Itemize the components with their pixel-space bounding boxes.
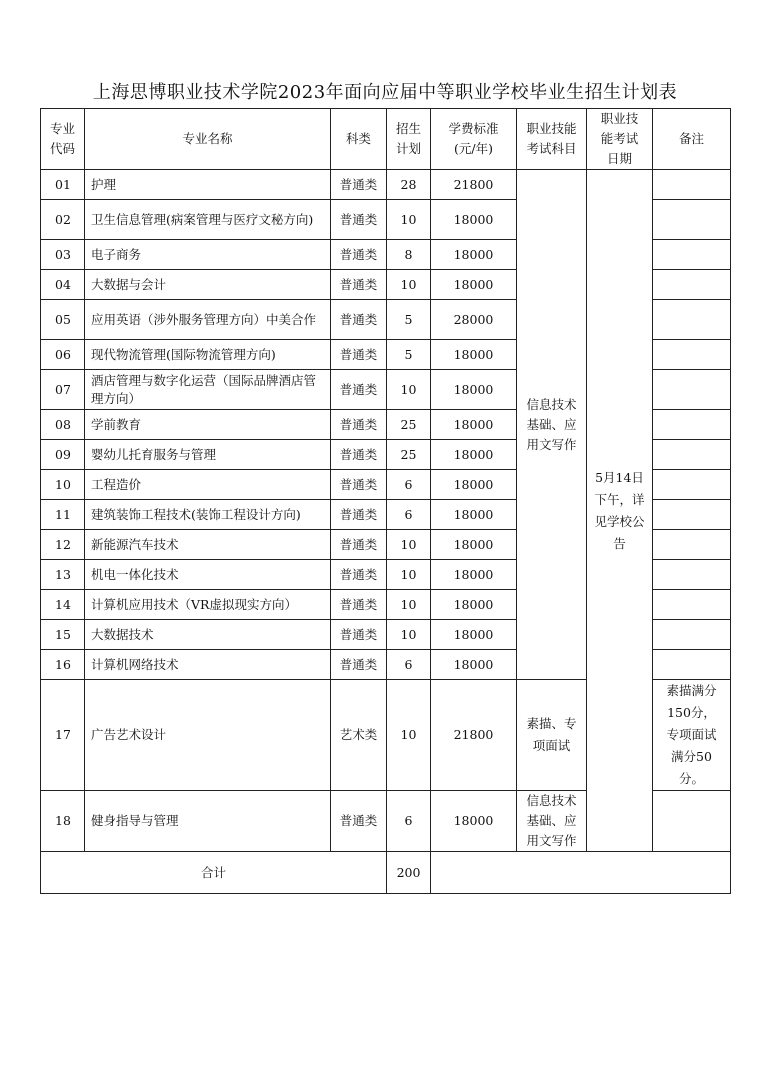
- row-quota: 10: [387, 200, 431, 240]
- row-quota: 10: [387, 270, 431, 300]
- row-category: 普通类: [331, 370, 387, 410]
- row-quota: 28: [387, 170, 431, 200]
- row-tuition: 18000: [431, 270, 517, 300]
- row-tuition: 18000: [431, 590, 517, 620]
- row-code: 12: [41, 530, 85, 560]
- row-name: 计算机应用技术（VR虚拟现实方向）: [85, 590, 331, 620]
- row-remark: [653, 300, 731, 340]
- row-category: 普通类: [331, 440, 387, 470]
- row-code: 05: [41, 300, 85, 340]
- row-category: 艺术类: [331, 680, 387, 791]
- row-tuition: 18000: [431, 240, 517, 270]
- row-code: 18: [41, 791, 85, 852]
- row-category: 普通类: [331, 340, 387, 370]
- row-code: 03: [41, 240, 85, 270]
- exam-subject-art: 素描、专项面试: [517, 680, 587, 791]
- row-tuition: 18000: [431, 470, 517, 500]
- row-tuition: 18000: [431, 410, 517, 440]
- row-remark: [653, 560, 731, 590]
- row-tuition: 21800: [431, 680, 517, 791]
- row-quota: 10: [387, 560, 431, 590]
- row-tuition: 28000: [431, 300, 517, 340]
- row-remark: [653, 200, 731, 240]
- row-tuition: 18000: [431, 650, 517, 680]
- row-tuition: 18000: [431, 791, 517, 852]
- row-remark-art: 素描满分150分，专项面试满分50分。: [653, 680, 731, 791]
- row-name: 大数据技术: [85, 620, 331, 650]
- row-remark: [653, 590, 731, 620]
- row-remark: [653, 530, 731, 560]
- row-remark: [653, 791, 731, 852]
- row-name: 电子商务: [85, 240, 331, 270]
- header-name: 专业名称: [85, 109, 331, 170]
- row-code: 04: [41, 270, 85, 300]
- row-category: 普通类: [331, 560, 387, 590]
- row-name: 新能源汽车技术: [85, 530, 331, 560]
- total-quota: 200: [387, 852, 431, 894]
- header-code: 专业代码: [41, 109, 85, 170]
- row-quota: 5: [387, 340, 431, 370]
- row-category: 普通类: [331, 590, 387, 620]
- row-name: 广告艺术设计: [85, 680, 331, 791]
- row-remark: [653, 470, 731, 500]
- row-tuition: 18000: [431, 620, 517, 650]
- row-tuition: 18000: [431, 340, 517, 370]
- row-quota: 6: [387, 470, 431, 500]
- header-exam-subject: 职业技能考试科目: [517, 109, 587, 170]
- row-name: 建筑装饰工程技术(装饰工程设计方向): [85, 500, 331, 530]
- row-remark: [653, 240, 731, 270]
- row-remark: [653, 370, 731, 410]
- row-code: 02: [41, 200, 85, 240]
- row-code: 11: [41, 500, 85, 530]
- row-quota: 6: [387, 791, 431, 852]
- exam-date: 5月14日下午，详见学校公告: [587, 170, 653, 852]
- document-title: 上海思博职业技术学院2023年面向应届中等职业学校毕业生招生计划表: [92, 82, 678, 103]
- row-name: 健身指导与管理: [85, 791, 331, 852]
- row-code: 13: [41, 560, 85, 590]
- row-remark: [653, 270, 731, 300]
- row-name: 婴幼儿托育服务与管理: [85, 440, 331, 470]
- row-category: 普通类: [331, 410, 387, 440]
- exam-subject-general: 信息技术基础、应用文写作: [517, 170, 587, 680]
- total-label: 合计: [41, 852, 387, 894]
- row-name: 现代物流管理(国际物流管理方向): [85, 340, 331, 370]
- row-code: 10: [41, 470, 85, 500]
- row-category: 普通类: [331, 530, 387, 560]
- row-remark: [653, 170, 731, 200]
- row-code: 15: [41, 620, 85, 650]
- row-category: 普通类: [331, 470, 387, 500]
- row-quota: 8: [387, 240, 431, 270]
- row-name: 工程造价: [85, 470, 331, 500]
- header-remarks: 备注: [653, 109, 731, 170]
- header-exam-date: 职业技能考试日期: [587, 109, 653, 170]
- row-tuition: 18000: [431, 370, 517, 410]
- row-quota: 10: [387, 590, 431, 620]
- table-row: [41, 170, 731, 200]
- total-empty: [431, 852, 731, 894]
- exam-subject-last: 信息技术基础、应用文写作: [517, 791, 587, 852]
- row-name: 学前教育: [85, 410, 331, 440]
- row-category: 普通类: [331, 650, 387, 680]
- row-remark: [653, 650, 731, 680]
- row-name: 卫生信息管理(病案管理与医疗文秘方向): [85, 200, 331, 240]
- row-remark: [653, 410, 731, 440]
- row-quota: 10: [387, 620, 431, 650]
- row-tuition: 18000: [431, 560, 517, 590]
- header-tuition: 学费标准(元/年): [431, 109, 517, 170]
- row-category: 普通类: [331, 300, 387, 340]
- row-quota: 5: [387, 300, 431, 340]
- row-category: 普通类: [331, 240, 387, 270]
- row-code: 17: [41, 680, 85, 791]
- row-code: 06: [41, 340, 85, 370]
- row-code: 14: [41, 590, 85, 620]
- row-name: 机电一体化技术: [85, 560, 331, 590]
- row-category: 普通类: [331, 620, 387, 650]
- row-name: 计算机网络技术: [85, 650, 331, 680]
- row-quota: 10: [387, 530, 431, 560]
- header-category: 科类: [331, 109, 387, 170]
- row-remark: [653, 500, 731, 530]
- row-remark: [653, 340, 731, 370]
- row-tuition: 18000: [431, 530, 517, 560]
- row-code: 08: [41, 410, 85, 440]
- row-quota: 10: [387, 370, 431, 410]
- row-remark: [653, 440, 731, 470]
- row-tuition: 18000: [431, 440, 517, 470]
- row-quota: 25: [387, 440, 431, 470]
- row-quota: 10: [387, 680, 431, 791]
- total-row: [41, 852, 731, 894]
- row-tuition: 18000: [431, 500, 517, 530]
- enrollment-plan-table: [40, 108, 731, 894]
- row-name: 护理: [85, 170, 331, 200]
- row-quota: 25: [387, 410, 431, 440]
- row-code: 16: [41, 650, 85, 680]
- row-code: 07: [41, 370, 85, 410]
- row-quota: 6: [387, 650, 431, 680]
- row-category: 普通类: [331, 170, 387, 200]
- row-remark: [653, 620, 731, 650]
- row-name: 应用英语（涉外服务管理方向）中美合作: [85, 300, 331, 340]
- row-name: 酒店管理与数字化运营（国际品牌酒店管理方向）: [85, 370, 331, 410]
- row-category: 普通类: [331, 791, 387, 852]
- row-quota: 6: [387, 500, 431, 530]
- header-quota: 招生计划: [387, 109, 431, 170]
- row-category: 普通类: [331, 200, 387, 240]
- row-tuition: 21800: [431, 170, 517, 200]
- row-category: 普通类: [331, 270, 387, 300]
- row-code: 01: [41, 170, 85, 200]
- row-name: 大数据与会计: [85, 270, 331, 300]
- row-tuition: 18000: [431, 200, 517, 240]
- row-code: 09: [41, 440, 85, 470]
- row-category: 普通类: [331, 500, 387, 530]
- table-header-row: [41, 109, 731, 170]
